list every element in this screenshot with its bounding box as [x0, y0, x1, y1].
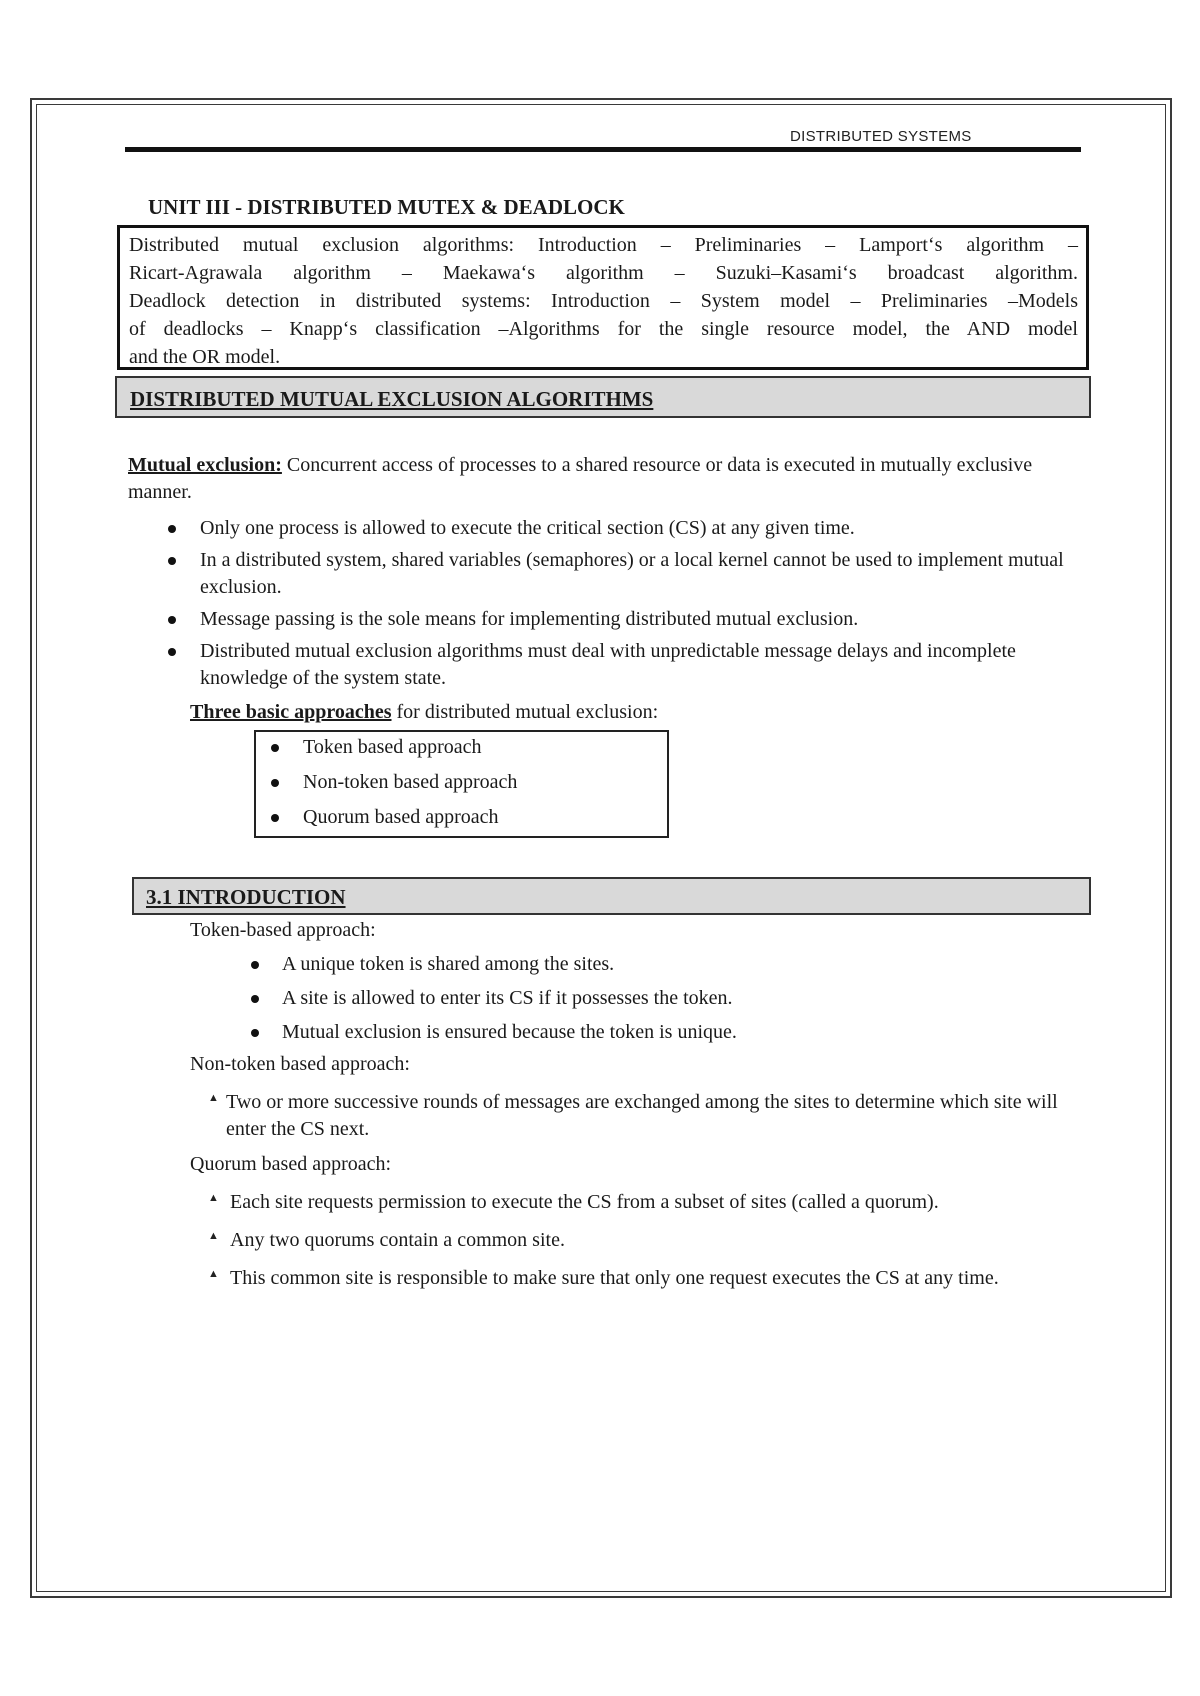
approaches-intro [190, 699, 658, 726]
list-item: In a distributed system, shared variables (semaphores) or a local kernel cannot be used to implement mutual exclusion. [200, 547, 1080, 601]
running-header: DISTRIBUTED SYSTEMS [790, 128, 972, 145]
section-heading-mutex-algorithms: DISTRIBUTED MUTUAL EXCLUSION ALGORITHMS [115, 376, 1091, 418]
approaches-text: for distributed mutual exclusion: [391, 701, 659, 723]
list-item: ▲ Two or more successive rounds of messages are exchanged among the sites to determine which site will enter the CS next. [208, 1091, 1058, 1140]
list-item: Only one process is allowed to execute the critical section (CS) at any given time. [200, 515, 1080, 542]
approaches-list [303, 734, 517, 839]
bullet-icon [271, 814, 279, 822]
bullet-icon [168, 616, 176, 624]
bullet-icon [251, 961, 259, 969]
nontoken-approach-heading: Non-token based approach: [190, 1053, 410, 1075]
bullet-icon [168, 648, 176, 656]
list-item: A site is allowed to enter its CS if it possesses the token. [282, 985, 737, 1012]
section-heading-introduction: 3.1 INTRODUCTION [132, 877, 1091, 915]
triangle-bullet-icon: ▲ [208, 1192, 219, 1204]
bullet-icon [168, 525, 176, 533]
syllabus-line: Ricart-Agrawala algorithm – Maekawa‘s algorithm – Suzuki–Kasami‘s broadcast algorithm. [129, 262, 1078, 284]
quorum-approach-heading: Quorum based approach: [190, 1153, 392, 1175]
list-item: Non-token based approach [303, 769, 517, 796]
bullet-icon [251, 1029, 259, 1037]
token-bullet-list [282, 951, 737, 1053]
bullet-icon [168, 557, 176, 565]
list-item: ▲ Each site requests permission to execute the CS from a subset of sites (called a quorum). [208, 1191, 939, 1213]
mutex-definition [128, 452, 1078, 506]
syllabus-line: Deadlock detection in distributed systems: Introduction – System model – Preliminaries –Models [129, 290, 1078, 312]
list-item: Distributed mutual exclusion algorithms must deal with unpredictable message delays and incomplete knowledge of the system state. [200, 638, 1080, 692]
syllabus-line: of deadlocks – Knapp‘s classification –Algorithms for the single resource model, the AND model [129, 318, 1078, 340]
list-item: Quorum based approach [303, 804, 517, 831]
list-item: ▲ This common site is responsible to make sure that only one request executes the CS at any time. [208, 1267, 999, 1289]
list-item: Token based approach [303, 734, 517, 761]
syllabus-line: and the OR model. [129, 346, 281, 368]
mutex-label: Mutual exclusion: [128, 454, 282, 476]
list-item: ▲ Any two quorums contain a common site. [208, 1229, 565, 1251]
approaches-label: Three basic approaches [190, 701, 392, 723]
bullet-icon [271, 779, 279, 787]
syllabus-box [117, 225, 1089, 370]
header-rule [125, 147, 1081, 152]
unit-title: UNIT III - DISTRIBUTED MUTEX & DEADLOCK [148, 195, 625, 219]
mutex-text: Concurrent access of processes to a shared resource or data is executed in mutually exclusive manner. [128, 454, 1033, 503]
bullet-icon [251, 995, 259, 1003]
bullet-icon [271, 744, 279, 752]
triangle-bullet-icon: ▲ [208, 1268, 219, 1280]
nontoken-bullet-list [208, 1089, 1086, 1143]
token-approach-heading: Token-based approach: [190, 919, 376, 941]
list-item: A unique token is shared among the sites. [282, 951, 737, 978]
quorum-bullet-list [208, 1189, 1050, 1303]
syllabus-line: Distributed mutual exclusion algorithms: Introduction – Preliminaries – Lamport‘s algorithm – [129, 234, 1078, 256]
triangle-bullet-icon: ▲ [208, 1092, 219, 1104]
list-item: Mutual exclusion is ensured because the token is unique. [282, 1019, 737, 1046]
triangle-bullet-icon: ▲ [208, 1230, 219, 1242]
list-item: Message passing is the sole means for implementing distributed mutual exclusion. [200, 606, 1080, 633]
mutex-bullet-list [200, 515, 1080, 697]
